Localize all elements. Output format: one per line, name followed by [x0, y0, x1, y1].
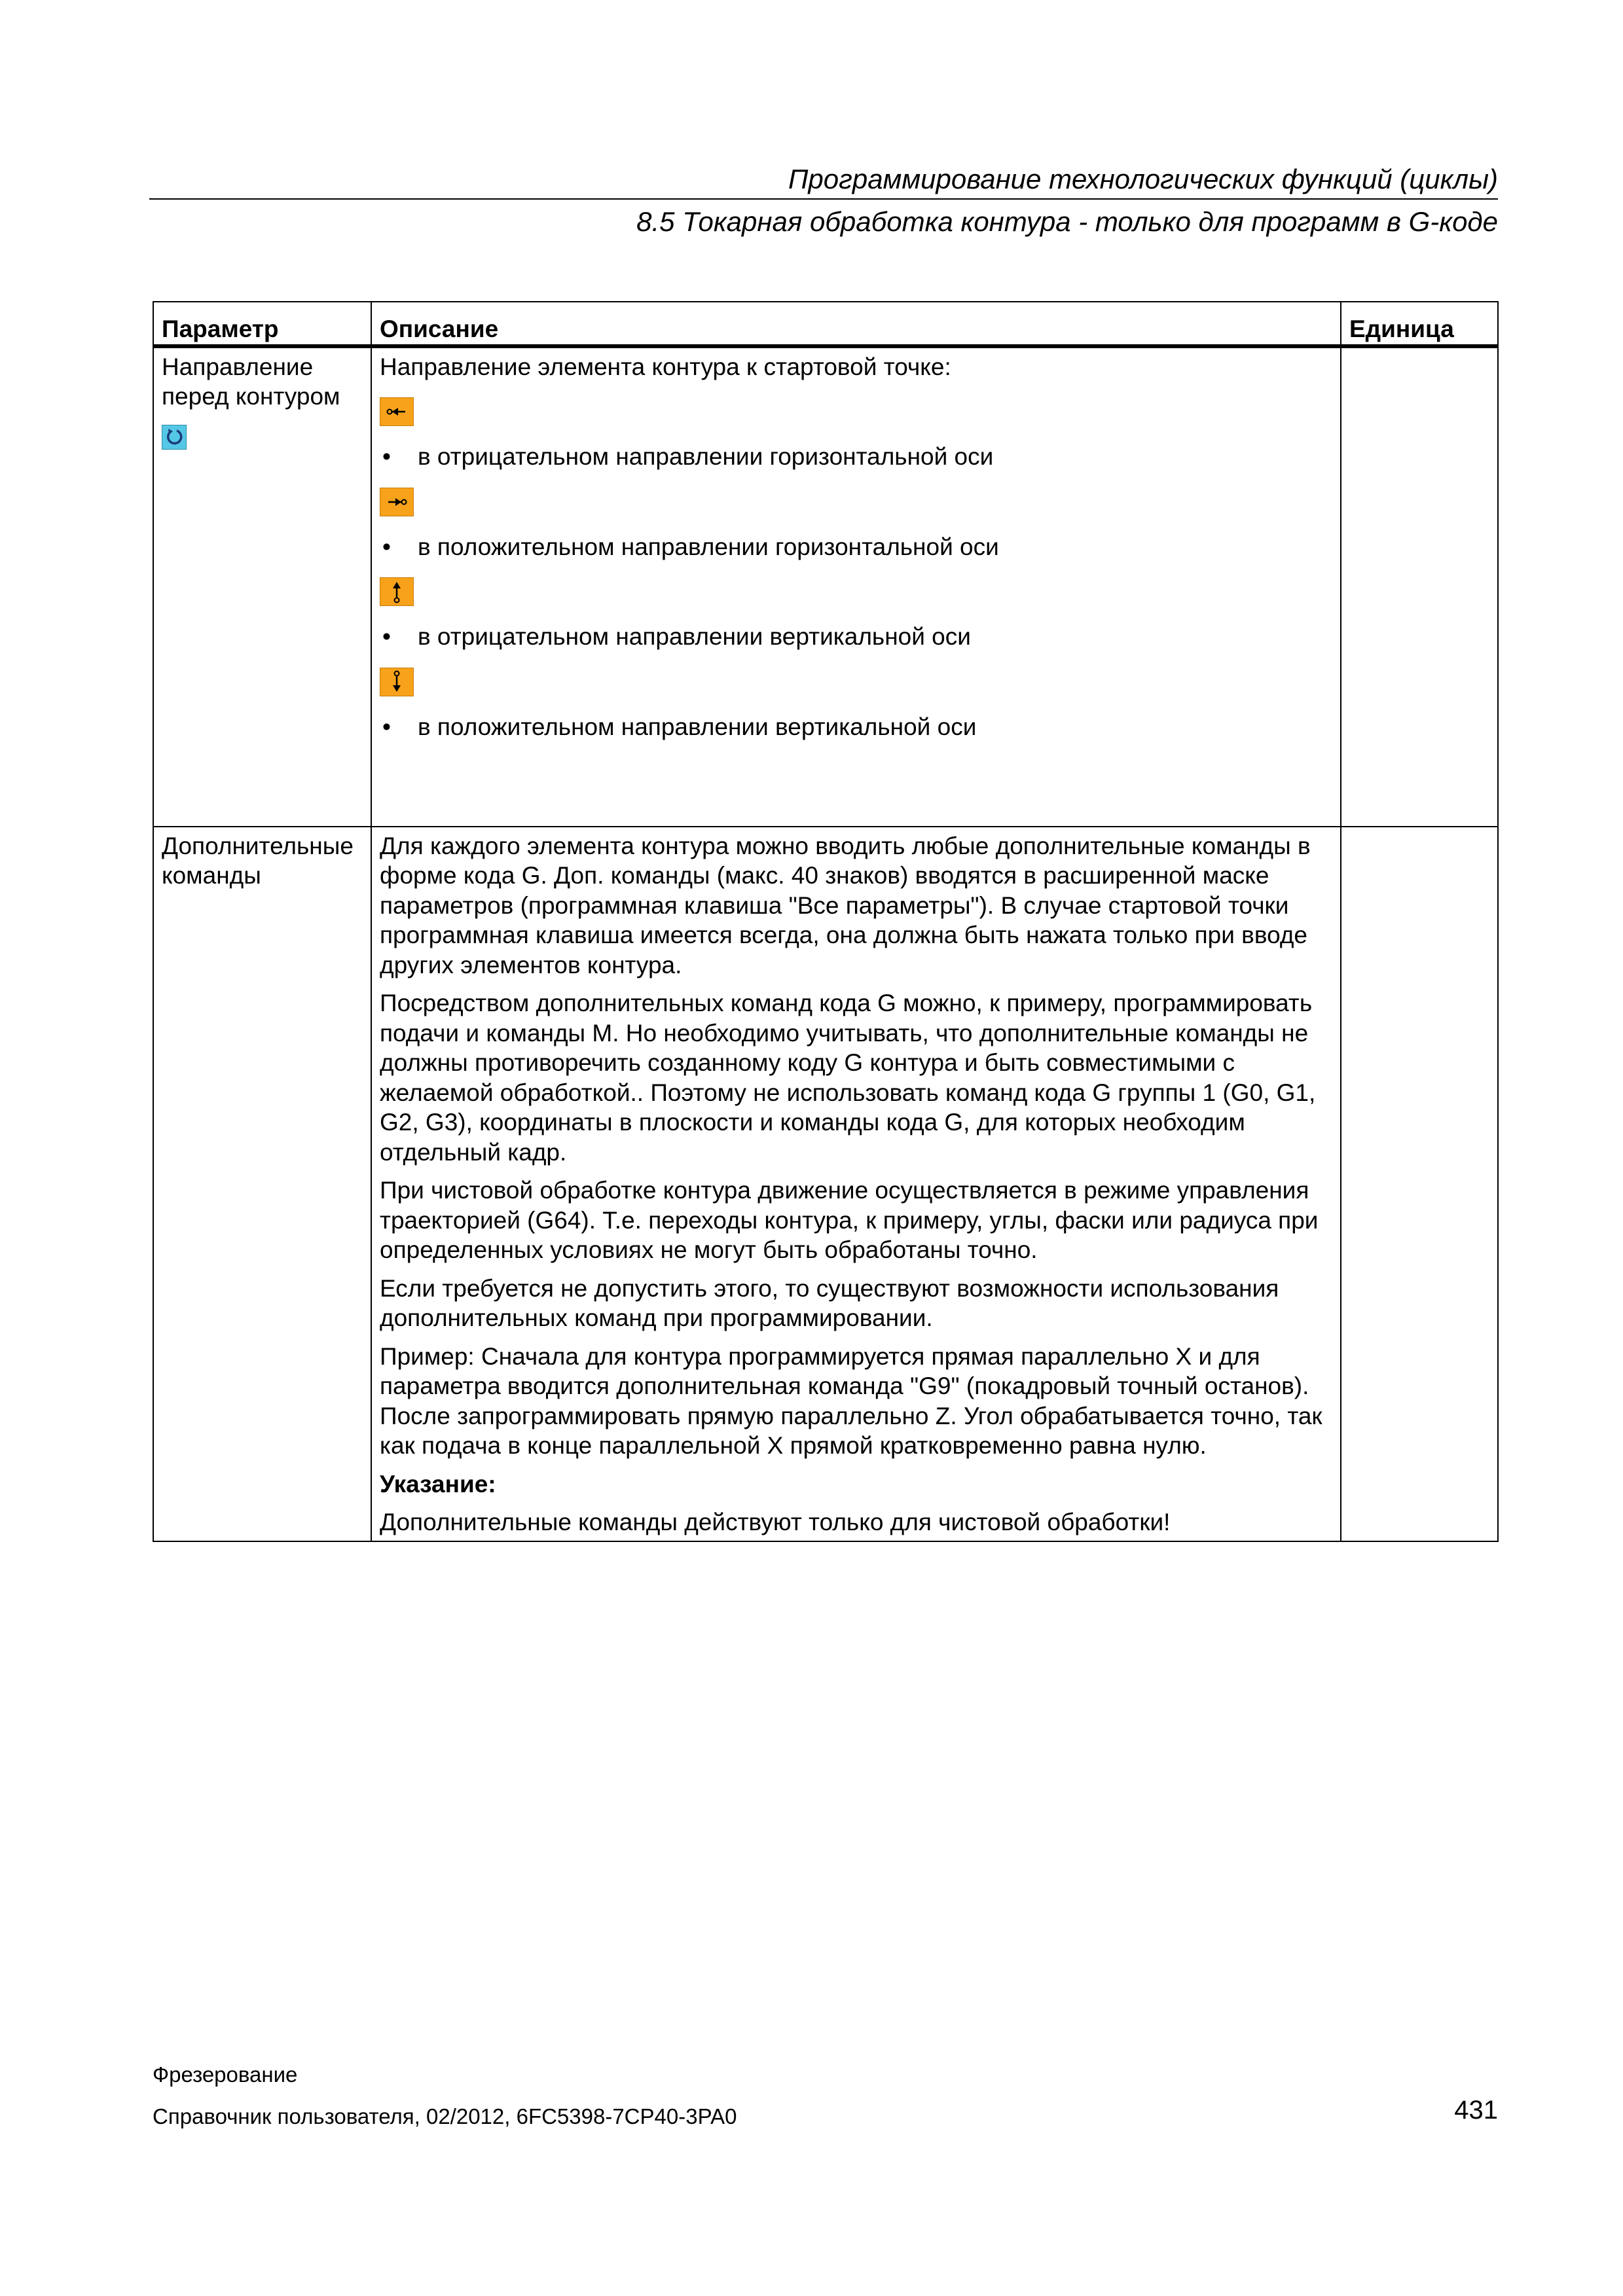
section-title: 8.5 Токарная обработка контура - только для программ в G-коде	[636, 206, 1498, 237]
option-label: в положительном направлении горизонтальной оси	[418, 533, 999, 560]
bullet-marker: •	[382, 443, 391, 470]
note-heading: Указание:	[380, 1470, 496, 1498]
column-header-description: Описание	[371, 302, 1341, 346]
parameter-table	[153, 301, 1499, 1542]
option-label: в положительном направлении вертикальной оси	[418, 713, 977, 740]
chapter-title: Программирование технологических функций (циклы)	[788, 164, 1498, 194]
footer-product: Фрезерование	[153, 2062, 298, 2087]
arrow-down-icon	[380, 668, 414, 696]
arrow-right-icon	[380, 488, 414, 516]
bullet-marker: •	[382, 623, 391, 650]
description-paragraph: Если требуется не допустить этого, то существуют возможности использования дополнительных команд при программировании.	[380, 1274, 1279, 1331]
description-paragraph: Пример: Сначала для контура программируется прямая параллельно X и для параметра вводится дополнительная команда "G9" (покадровый точный останов). После запрограммировать прямую параллельно Z. Угол обрабатывается точно, так как подача в конце параллельной X прямой кратковременно равна нулю.	[380, 1342, 1322, 1459]
page-number: 431	[1454, 2096, 1498, 2125]
list-item	[380, 712, 1332, 742]
arrow-left-icon	[380, 397, 414, 426]
description-cell	[371, 827, 1341, 1541]
column-header-unit: Единица	[1341, 302, 1498, 346]
bullet-marker: •	[382, 533, 391, 560]
header-divider	[149, 198, 1498, 200]
parameter-cell	[153, 827, 371, 1541]
list-item	[380, 622, 1332, 652]
table-row	[153, 346, 1498, 827]
unit-cell	[1341, 827, 1498, 1541]
toggle-icon	[162, 425, 187, 450]
description-paragraph: Для каждого элемента контура можно вводить любые дополнительные команды в форме кода G. Доп. команды (макс. 40 знаков) вводятся в расширенной маске параметров (программная клавиша "Все параметры"). В случае стартовой точки программная клавиша имеется всегда, она должна быть нажата только при вводе других элементов контура.	[380, 832, 1311, 978]
parameter-name: Направление перед контуром	[162, 353, 340, 410]
table-header-row	[153, 302, 1498, 346]
description-cell	[371, 346, 1341, 827]
column-header-parameter: Параметр	[153, 302, 371, 346]
list-item	[380, 532, 1332, 562]
description-intro: Направление элемента контура к стартовой точке:	[380, 353, 951, 380]
parameter-name: Дополнительные команды	[162, 832, 354, 889]
table-row	[153, 827, 1498, 1541]
option-label: в отрицательном направлении горизонтальной оси	[418, 443, 994, 470]
bullet-marker: •	[382, 713, 391, 740]
unit-cell	[1341, 346, 1498, 827]
arrow-up-icon	[380, 577, 414, 606]
note-text: Дополнительные команды действуют только для чистовой обработки!	[380, 1509, 1171, 1535]
description-paragraph: Посредством дополнительных команд кода G можно, к примеру, программировать подачи и команды M. Но необходимо учитывать, что дополнительные команды не должны противоречить созданному коду G контура и быть совместимыми с желаемой обработкой.. Поэтому не использовать команд кода G группы 1 (G0, G1, G2, G3), координаты в плоскости и команды кода G, для которых необходим отдельный кадр.	[380, 990, 1316, 1166]
description-paragraph: При чистовой обработке контура движение осуществляется в режиме управления траекторией (G64). Т.е. переходы контура, к примеру, углы, фаски или радиуса при определенных условиях не могут быть обработаны точно.	[380, 1177, 1319, 1263]
option-label: в отрицательном направлении вертикальной оси	[418, 623, 971, 650]
footer-manual-reference: Справочник пользователя, 02/2012, 6FC5398-7CP40-3PA0	[153, 2104, 737, 2128]
parameter-cell	[153, 346, 371, 827]
list-item	[380, 442, 1332, 472]
